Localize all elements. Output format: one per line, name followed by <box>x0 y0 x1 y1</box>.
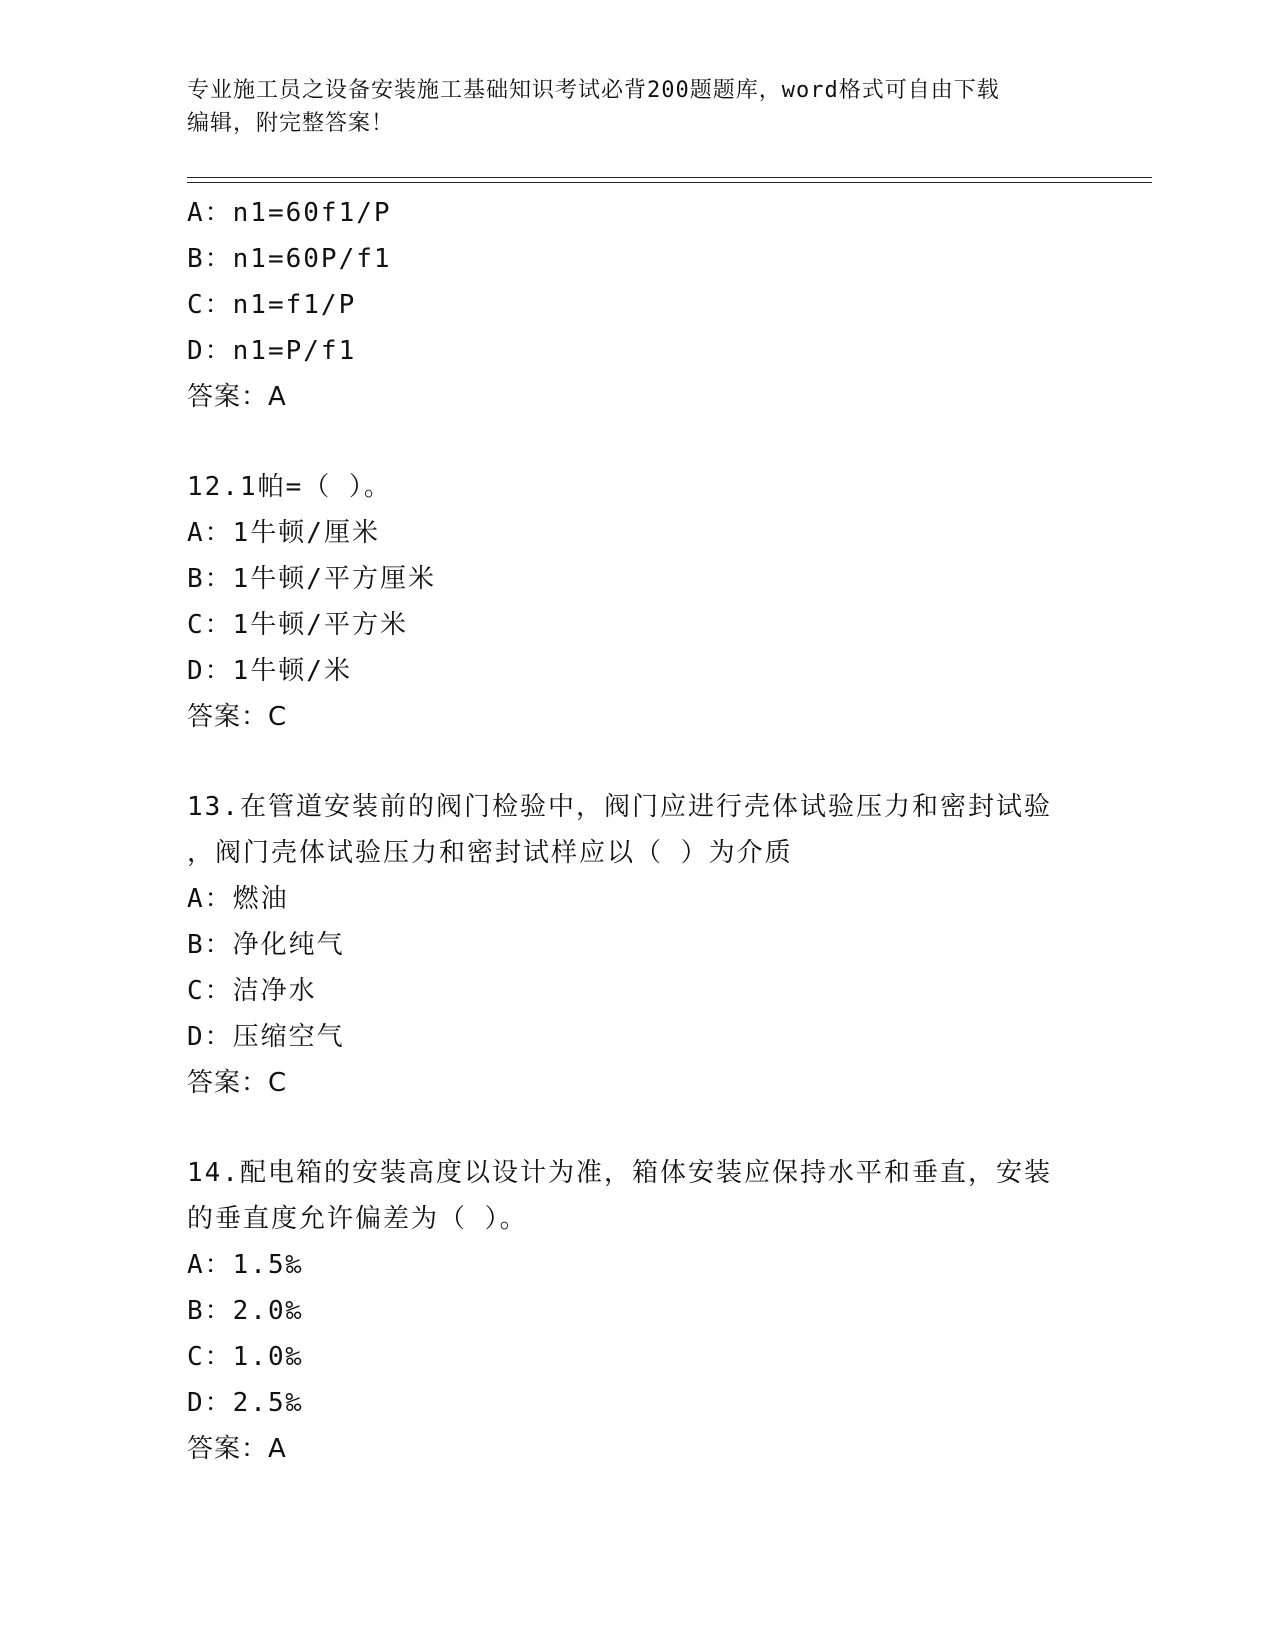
option-c: C：1牛顿/平方米 <box>187 610 408 640</box>
answer: 答案：C <box>187 702 288 732</box>
question-text-line-2: 的垂直度允许偏差为（ ）。 <box>187 1204 528 1234</box>
option-c: C：1.0‰ <box>187 1342 304 1372</box>
option-b: B：n1=60P/f1 <box>187 244 392 274</box>
question-13 <box>187 784 1087 1106</box>
question-14 <box>187 1150 1087 1472</box>
option-a: A：1牛顿/厘米 <box>187 518 380 548</box>
option-a: A：燃油 <box>187 884 289 914</box>
question-11 <box>187 190 1087 420</box>
option-b: B：2.0‰ <box>187 1296 304 1326</box>
answer: 答案：C <box>187 1068 288 1098</box>
question-text-line-1: 13.在管道安装前的阀门检验中，阀门应进行壳体试验压力和密封试验 <box>187 792 1052 822</box>
option-b: B：净化纯气 <box>187 930 345 960</box>
option-d: D：n1=P/f1 <box>187 336 357 366</box>
answer: 答案：A <box>187 1434 287 1464</box>
option-d: D：2.5‰ <box>187 1388 304 1418</box>
option-d: D：压缩空气 <box>187 1022 345 1052</box>
option-d: D：1牛顿/米 <box>187 656 352 686</box>
option-c: C：洁净水 <box>187 976 317 1006</box>
question-list <box>187 190 1087 1472</box>
document-header <box>187 74 1067 140</box>
answer: 答案：A <box>187 382 287 412</box>
option-b: B：1牛顿/平方厘米 <box>187 564 436 594</box>
header-line-2: 编辑，附完整答案！ <box>187 111 395 136</box>
option-c: C：n1=f1/P <box>187 290 357 320</box>
header-divider-top <box>187 177 1152 178</box>
question-text: 12.1帕=（ ）。 <box>187 472 392 502</box>
question-text-line-2: ，阀门壳体试验压力和密封试样应以（ ）为介质 <box>187 838 793 868</box>
header-line-1: 专业施工员之设备安装施工基础知识考试必背200题题库，word格式可自由下载 <box>187 78 1000 103</box>
question-text-line-1: 14.配电箱的安装高度以设计为准，箱体安装应保持水平和垂直，安装 <box>187 1158 1052 1188</box>
option-a: A：n1=60f1/P <box>187 198 392 228</box>
option-a: A：1.5‰ <box>187 1250 304 1280</box>
question-12 <box>187 464 1087 740</box>
header-divider-bottom <box>187 182 1152 183</box>
